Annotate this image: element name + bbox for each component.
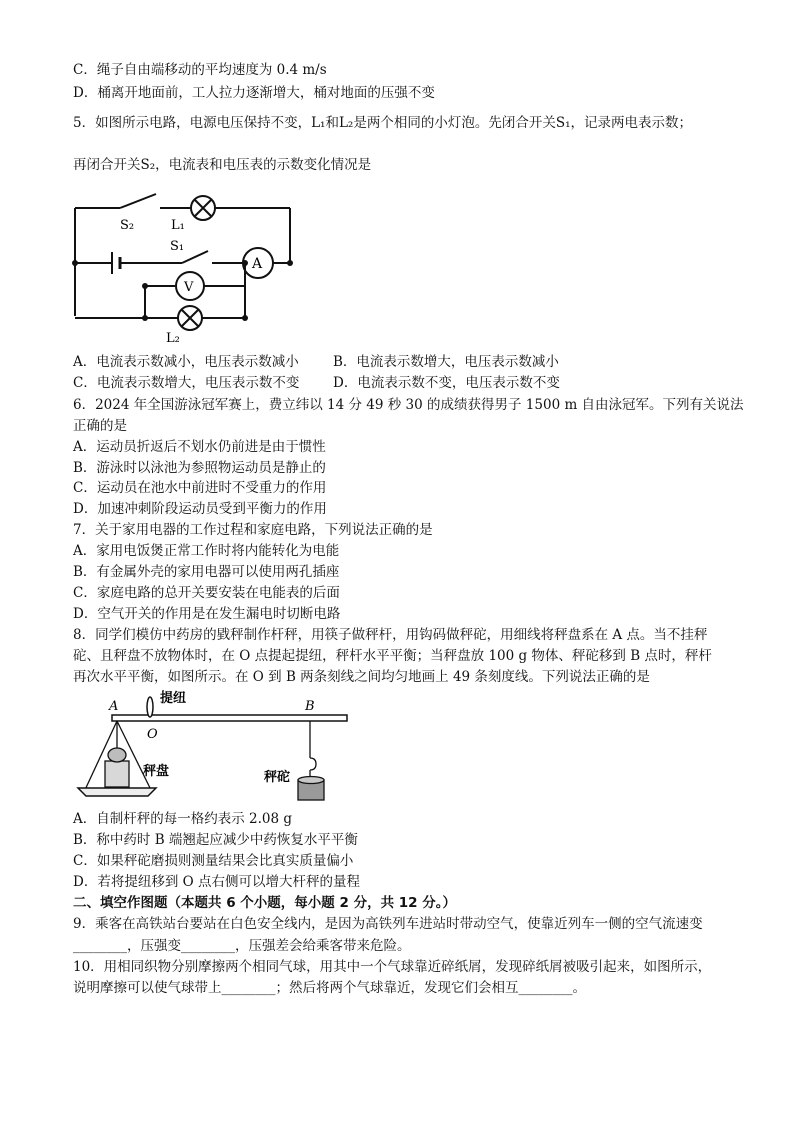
option-6c: C．运动员在池水中前进时不受重力的作用 (73, 480, 327, 496)
label-knob: 提纽 (160, 691, 187, 706)
question-8-stem: 8．同学们模仿中药房的戥秤制作杆秤，用筷子做秤杆，用钩码做秤砣，用细线将秤盘系在 A 点。当不挂秤 (73, 627, 708, 643)
switch-s1 (182, 251, 208, 263)
option-5b: B．电流表示数增大，电压表示数减小 (333, 354, 559, 370)
question-8-stem-cont1: 砣、且秤盘不放物体时，在 O 点提起提纽，秤杆水平平衡；当秤盘放 100 g 物体、秤砣移到 B 点时，秤杆 (73, 648, 712, 664)
question-10-stem-cont: 说明摩擦可以使气球带上________；然后将两个气球靠近，发现它们会相互________。 (73, 980, 586, 996)
option-7c: C．家庭电路的总开关要安装在电能表的后面 (73, 585, 340, 601)
option-6b: B．游泳时以泳池为参照物运动员是静止的 (73, 460, 326, 476)
question-5-stem-cont: 再闭合开关S₂，电流表和电压表的示数变化情况是 (73, 157, 372, 173)
option-4d: D．桶离开地面前，工人拉力逐渐增大，桶对地面的压强不变 (73, 85, 435, 101)
pan-object (105, 761, 129, 787)
steelyard-beam (112, 715, 347, 721)
label-voltmeter: V (184, 280, 194, 295)
label-ammeter: A (252, 256, 263, 272)
steelyard-knob (147, 697, 153, 717)
label-point-b: B (305, 699, 315, 714)
option-7d: D．空气开关的作用是在发生漏电时切断电路 (73, 606, 341, 622)
question-8-stem-cont2: 再次水平平衡，如图所示。在 O 到 B 两条刻线之间均匀地画上 49 条刻度线。下列说法正确的是 (73, 669, 650, 685)
label-l2: L₂ (166, 331, 180, 346)
option-8a: A．自制杆秤的每一格约表示 2.08 g (73, 811, 293, 827)
label-pan: 秤盘 (143, 764, 170, 779)
label-point-a: A (109, 699, 119, 714)
label-l1: L₁ (171, 218, 185, 233)
option-6a: A．运动员折返后不划水仍前进是由于惯性 (73, 439, 326, 455)
option-8c: C．如果秤砣磨损则测量结果会比真实质量偏小 (73, 853, 354, 869)
section-2-heading: 二、填空作图题（本题共 6 个小题，每小题 2 分，共 12 分。） (73, 895, 457, 911)
label-s2: S₂ (120, 218, 135, 233)
question-5-stem: 5．如图所示电路，电源电压保持不变，L₁和L₂是两个相同的小灯泡。先闭合开关S₁，记录两电表示数； (73, 115, 693, 131)
option-6d: D．加速冲刺阶段运动员受到平衡力的作用 (73, 501, 327, 517)
option-8b: B．称中药时 B 端翘起应减少中药恢复水平平衡 (73, 832, 358, 848)
question-9-stem: 9．乘客在高铁站台要站在白色安全线内，是因为高铁列车进站时带动空气，使靠近列车一侧的空气流速变 (73, 916, 703, 932)
steelyard-pan (78, 788, 156, 796)
question-6-stem: 6．2024 年全国游泳冠军赛上，费立纬以 14 分 49 秒 30 的成绩获得男子 1500 m 自由泳冠军。下列有关说法 (73, 397, 744, 413)
circuit-diagram (70, 186, 300, 346)
steelyard-diagram (72, 688, 352, 808)
question-6-stem-cont: 正确的是 (73, 418, 127, 434)
option-8d: D．若将提纽移到 O 点右侧可以增大杆秤的量程 (73, 874, 360, 890)
switch-s2 (120, 194, 156, 208)
option-7a: A．家用电饭煲正常工作时将内能转化为电能 (73, 543, 340, 559)
option-7b: B．有金属外壳的家用电器可以使用两孔插座 (73, 564, 340, 580)
question-10-stem: 10．用相同织物分别摩擦两个相同气球，用其中一个气球靠近碎纸屑，发现碎纸屑被吸引起来，如图所示， (73, 959, 712, 975)
label-point-o: O (147, 727, 158, 742)
option-5d: D．电流表示数不变，电压表示数不变 (333, 375, 560, 391)
option-5a: A．电流表示数减小，电压表示数减小 (73, 354, 299, 370)
question-7-stem: 7．关于家用电器的工作过程和家庭电路，下列说法正确的是 (73, 522, 433, 538)
label-s1: S₁ (170, 239, 185, 254)
option-4c: C．绳子自由端移动的平均速度为 0.4 m/s (73, 62, 327, 78)
label-weight: 秤砣 (264, 770, 291, 785)
question-9-stem-cont: ________，压强变________，压强差会给乘客带来危险。 (73, 938, 411, 954)
option-5c: C．电流表示数增大，电压表示数不变 (73, 375, 300, 391)
